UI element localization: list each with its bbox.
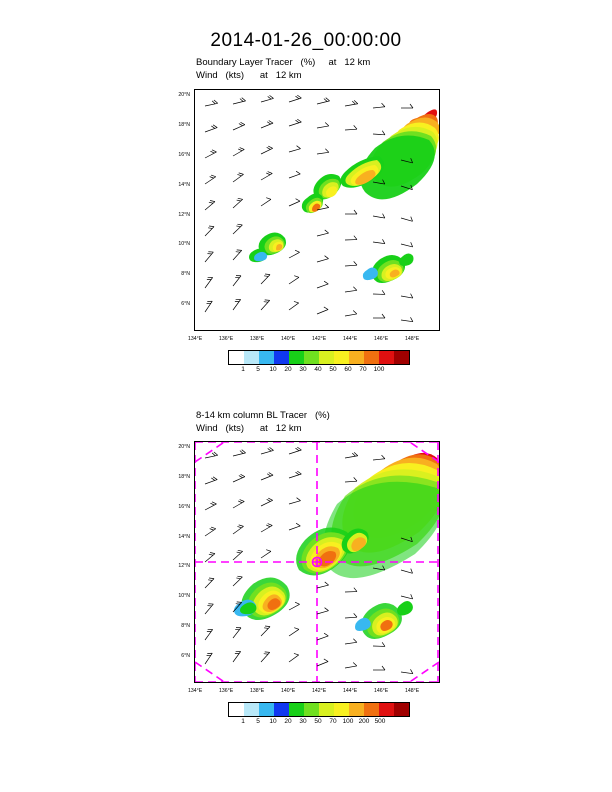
top-y-tick-2: 16°N	[178, 152, 190, 158]
top-y-tick-6: 8°N	[181, 271, 190, 277]
top-panel-title-line2: Wind (kts) at 12 km	[196, 70, 302, 81]
bottom-plot-area	[194, 441, 440, 683]
top-cbar-label-6: 50	[329, 366, 337, 373]
top-colorbar-swatch-4	[289, 351, 304, 364]
bottom-colorbar-swatch-10	[379, 703, 394, 716]
bottom-cbar-label-2: 10	[269, 718, 277, 725]
bottom-colorbar-swatch-4	[289, 703, 304, 716]
top-x-tick-1: 136°E	[219, 336, 234, 342]
top-cbar-label-9: 100	[373, 366, 385, 373]
top-colorbar-swatch-2	[259, 351, 274, 364]
bottom-colorbar-swatch-9	[364, 703, 379, 716]
bottom-cbar-label-7: 100	[342, 718, 354, 725]
bottom-y-tick-6: 8°N	[181, 623, 190, 629]
bottom-panel-title-line1: 8-14 km column BL Tracer (%)	[196, 410, 330, 421]
bottom-x-tick-5: 144°E	[343, 688, 358, 694]
top-cbar-label-5: 40	[314, 366, 322, 373]
top-colorbar-swatch-7	[334, 351, 349, 364]
top-cbar-label-1: 5	[256, 366, 260, 373]
top-y-tick-5: 10°N	[178, 241, 190, 247]
bottom-cbar-label-8: 200	[358, 718, 370, 725]
top-cbar-label-7: 60	[344, 366, 352, 373]
bottom-colorbar-swatch-0	[229, 703, 244, 716]
top-x-tick-4: 142°E	[312, 336, 327, 342]
top-colorbar-swatch-9	[364, 351, 379, 364]
bottom-x-tick-3: 140°E	[281, 688, 296, 694]
bottom-colorbar-swatch-11	[394, 703, 409, 716]
bottom-y-tick-5: 10°N	[178, 593, 190, 599]
bottom-plot-graphic	[195, 442, 439, 682]
top-cbar-label-3: 20	[284, 366, 292, 373]
bottom-colorbar-swatch-1	[244, 703, 259, 716]
top-plot-graphic	[195, 90, 439, 330]
top-colorbar-swatch-0	[229, 351, 244, 364]
top-colorbar-swatch-10	[379, 351, 394, 364]
bottom-x-tick-1: 136°E	[219, 688, 234, 694]
bottom-x-tick-0: 134°E	[188, 688, 203, 694]
top-y-tick-3: 14°N	[178, 182, 190, 188]
bottom-colorbar-swatch-7	[334, 703, 349, 716]
bottom-x-tick-2: 138°E	[250, 688, 265, 694]
bottom-plot-canvas	[195, 442, 439, 682]
bottom-cbar-label-9: 500	[374, 718, 386, 725]
bottom-colorbar	[228, 702, 410, 717]
top-plot-area	[194, 89, 440, 331]
top-x-tick-3: 140°E	[281, 336, 296, 342]
top-x-tick-2: 138°E	[250, 336, 265, 342]
bottom-cbar-label-4: 30	[299, 718, 307, 725]
top-plot-canvas	[195, 90, 439, 330]
top-colorbar-swatch-3	[274, 351, 289, 364]
bottom-x-tick-4: 142°E	[312, 688, 327, 694]
figure-title: 2014-01-26_00:00:00	[210, 30, 402, 51]
top-colorbar-swatch-6	[319, 351, 334, 364]
bottom-colorbar-swatch-5	[304, 703, 319, 716]
top-colorbar-swatch-1	[244, 351, 259, 364]
bottom-colorbar-swatch-2	[259, 703, 274, 716]
bottom-x-tick-7: 148°E	[405, 688, 420, 694]
top-y-tick-1: 18°N	[178, 122, 190, 128]
bottom-colorbar-swatch-8	[349, 703, 364, 716]
bottom-colorbar-swatch-6	[319, 703, 334, 716]
bottom-colorbar-labels	[228, 718, 410, 728]
bottom-x-tick-6: 146°E	[374, 688, 389, 694]
top-cbar-label-2: 10	[269, 366, 277, 373]
top-y-tick-7: 6°N	[181, 301, 190, 307]
top-cbar-label-4: 30	[299, 366, 307, 373]
top-x-tick-0: 134°E	[188, 336, 203, 342]
top-y-tick-0: 20°N	[178, 92, 190, 98]
top-y-tick-4: 12°N	[178, 212, 190, 218]
top-colorbar-swatch-11	[394, 351, 409, 364]
top-colorbar-swatch-5	[304, 351, 319, 364]
top-cbar-label-8: 70	[359, 366, 367, 373]
bottom-cbar-label-0: 1	[241, 718, 245, 725]
bottom-y-tick-7: 6°N	[181, 653, 190, 659]
bottom-cbar-label-5: 50	[314, 718, 322, 725]
bottom-cbar-label-3: 20	[284, 718, 292, 725]
bottom-cbar-label-1: 5	[256, 718, 260, 725]
top-colorbar-swatch-8	[349, 351, 364, 364]
bottom-panel-title-line2: Wind (kts) at 12 km	[196, 423, 302, 434]
bottom-colorbar-swatch-3	[274, 703, 289, 716]
bottom-y-tick-1: 18°N	[178, 474, 190, 480]
top-x-tick-7: 148°E	[405, 336, 420, 342]
top-colorbar-labels	[228, 366, 410, 376]
top-x-tick-6: 146°E	[374, 336, 389, 342]
top-x-tick-5: 144°E	[343, 336, 358, 342]
top-colorbar	[228, 350, 410, 365]
bottom-y-tick-0: 20°N	[178, 444, 190, 450]
top-panel-title-line1: Boundary Layer Tracer (%) at 12 km	[196, 57, 371, 68]
bottom-y-tick-4: 12°N	[178, 563, 190, 569]
bottom-cbar-label-6: 70	[329, 718, 337, 725]
bottom-y-tick-2: 16°N	[178, 504, 190, 510]
top-cbar-label-0: 1	[241, 366, 245, 373]
bottom-y-tick-3: 14°N	[178, 534, 190, 540]
